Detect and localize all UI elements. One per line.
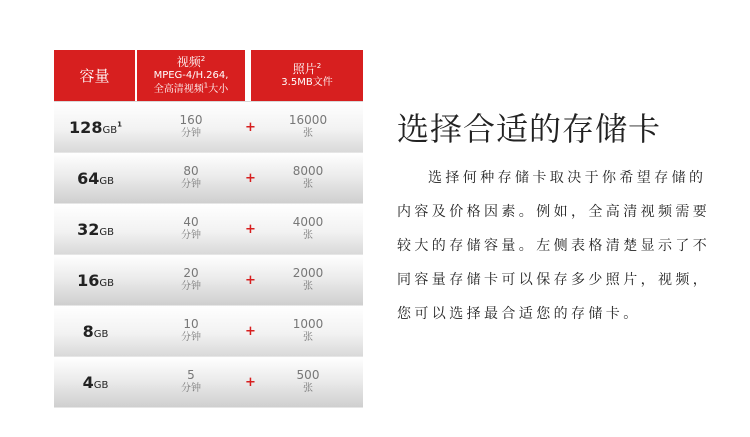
header-video: [137, 50, 245, 101]
capacity-size: 128: [69, 117, 103, 137]
video-minutes: 80: [183, 164, 199, 178]
photo-cell: [253, 368, 363, 396]
photo-unit: 张: [303, 179, 313, 190]
photo-cell: [253, 266, 363, 294]
photo-count: 500: [296, 368, 320, 382]
table-header: [54, 50, 363, 102]
capacity-cell: [54, 169, 137, 188]
table-row: [54, 204, 363, 255]
header-video-sup: 2: [200, 54, 206, 63]
photo-unit: 张: [303, 383, 313, 394]
capacity-unit: GB: [102, 124, 118, 136]
video-minutes-unit: 分钟: [181, 230, 201, 241]
photo-count: 16000: [288, 113, 328, 127]
video-cell: [137, 368, 245, 396]
table-row: [54, 357, 363, 408]
photo-cell: [253, 164, 363, 192]
capacity-size: 32: [77, 219, 100, 239]
video-cell: [137, 113, 245, 141]
video-minutes: 20: [183, 266, 199, 280]
plus-icon: +: [245, 374, 256, 390]
header-video-sub-tail: 大小: [208, 83, 229, 95]
header-photo-sub: 3.5MB文件: [281, 76, 333, 88]
capacity-cell: [54, 322, 137, 341]
capacity-cell: [54, 373, 137, 392]
paragraph-line: 较大的存储容量。左侧表格清楚显示了不: [397, 238, 711, 254]
photo-count: 8000: [292, 164, 324, 178]
video-minutes: 40: [183, 215, 199, 229]
video-minutes-unit: 分钟: [181, 383, 201, 394]
table-row: [54, 102, 363, 153]
paragraph-line: 同容量存储卡可以保存多少照片，视频，: [397, 272, 711, 288]
header-photo: [251, 50, 363, 101]
capacity-size: 8: [82, 321, 94, 341]
video-cell: [137, 266, 245, 294]
video-minutes: 5: [187, 368, 195, 382]
header-video-title-text: 视频: [176, 54, 201, 69]
header-video-sub: [154, 83, 228, 97]
capacity-cell: [54, 271, 137, 290]
photo-count: 1000: [292, 317, 324, 331]
photo-count: 4000: [292, 215, 324, 229]
capacity-table: [54, 50, 363, 408]
capacity-size: 16: [77, 270, 100, 290]
header-video-format: MPEG-4/H.264,: [153, 69, 229, 81]
capacity-size: 64: [77, 168, 100, 188]
video-minutes-unit: 分钟: [181, 332, 201, 343]
video-minutes-unit: 分钟: [181, 179, 201, 190]
video-minutes: 10: [183, 317, 199, 331]
capacity-size: 4: [82, 372, 94, 392]
capacity-cell: [54, 118, 137, 137]
video-cell: [137, 215, 245, 243]
capacity-cell: [54, 220, 137, 239]
video-minutes-unit: 分钟: [181, 281, 201, 292]
table-row: [54, 306, 363, 357]
capacity-unit: GB: [93, 379, 109, 391]
paragraph-line: 您可以选择最合适您的存储卡。: [397, 306, 641, 322]
page-title: 选择合适的存储卡: [397, 110, 662, 148]
plus-icon: +: [245, 170, 256, 186]
plus-icon: +: [245, 221, 256, 237]
photo-cell: [253, 113, 363, 141]
header-capacity-label: 容量: [79, 66, 110, 85]
header-photo-title: [293, 62, 321, 76]
photo-unit: 张: [303, 332, 313, 343]
table-row: [54, 153, 363, 204]
header-photo-sup: 2: [316, 61, 322, 70]
photo-unit: 张: [303, 128, 313, 139]
plus-icon: +: [245, 323, 256, 339]
photo-cell: [253, 215, 363, 243]
paragraph-line: 选择何种存储卡取决于你希望存储的: [428, 170, 707, 186]
header-video-sub-sup: 1: [203, 81, 209, 90]
header-photo-title-text: 照片: [292, 61, 317, 76]
photo-unit: 张: [303, 230, 313, 241]
capacity-unit: GB: [99, 175, 114, 187]
paragraph-line: 内容及价格因素。例如，全高清视频需要: [397, 204, 711, 220]
photo-count: 2000: [292, 266, 324, 280]
video-cell: [137, 317, 245, 345]
video-cell: [137, 164, 245, 192]
header-video-sub-text: 全高清视频: [153, 83, 204, 95]
capacity-unit: GB: [93, 328, 109, 340]
plus-icon: +: [245, 272, 256, 288]
header-video-title: [177, 55, 205, 69]
photo-unit: 张: [303, 281, 313, 292]
capacity-unit: GB: [99, 226, 114, 238]
capacity-sup: 1: [117, 120, 122, 129]
capacity-unit: GB: [99, 277, 114, 289]
table-row: [54, 255, 363, 306]
description-paragraph: [397, 166, 727, 336]
video-minutes: 160: [179, 113, 203, 127]
video-minutes-unit: 分钟: [181, 128, 201, 139]
header-capacity: [54, 50, 135, 101]
photo-cell: [253, 317, 363, 345]
plus-icon: +: [245, 119, 256, 135]
